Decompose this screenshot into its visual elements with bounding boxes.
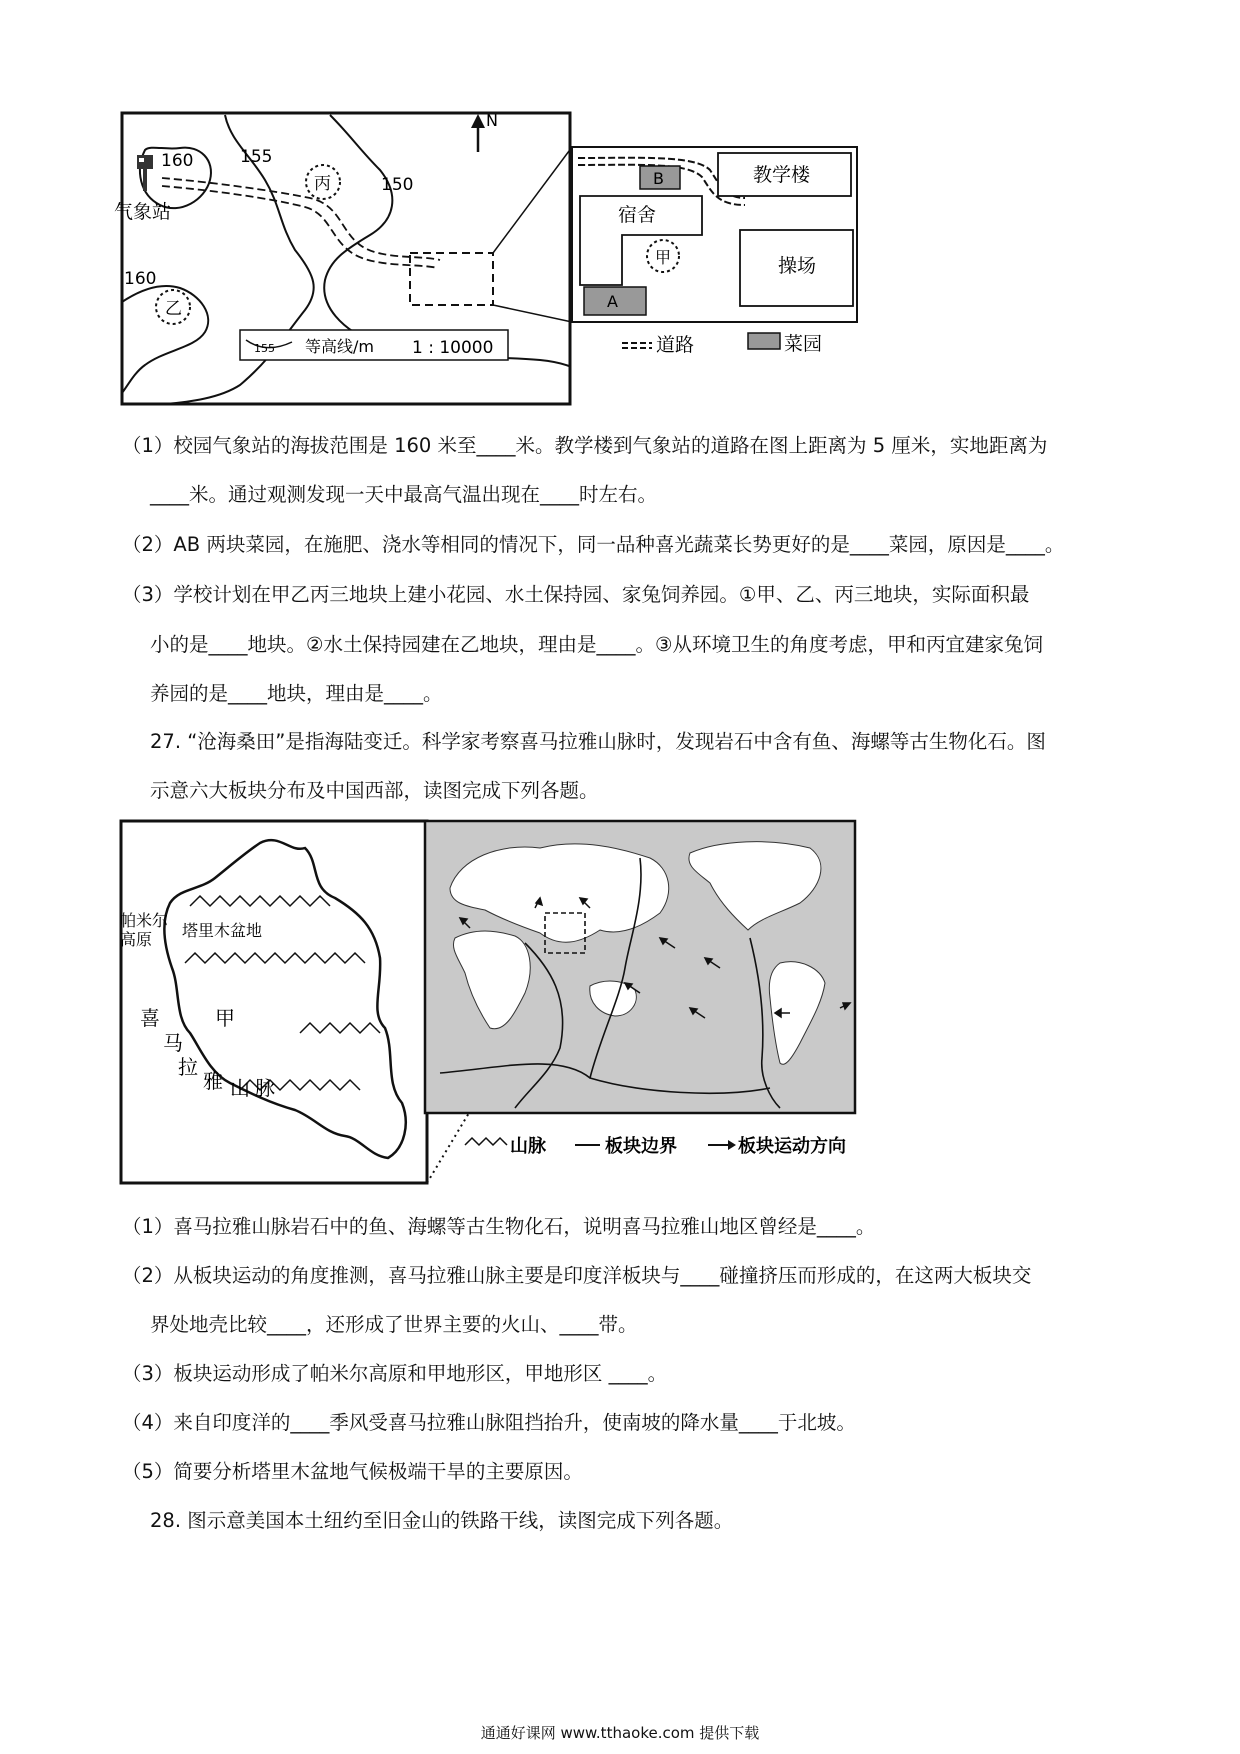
legend-contour-sample-value: 155: [254, 342, 275, 355]
tarim-label: 塔里木盆地: [182, 921, 263, 940]
legend-arrow-head-icon: [728, 1140, 736, 1150]
himalaya-char-1: 喜: [140, 1006, 160, 1030]
himalaya-char-2: 马: [163, 1031, 183, 1055]
himalaya-char-6: 脉: [255, 1076, 275, 1100]
site-jia-label: 甲: [655, 248, 672, 267]
q27-part2-line2: 界处地壳比较____，还形成了世界主要的火山、____带。: [150, 1313, 638, 1336]
pamir-label-2: 高原: [120, 930, 153, 949]
north-label: N: [486, 111, 498, 130]
q26-part3-line1: （3）学校计划在甲乙丙三地块上建小花园、水土保持园、家兔饲养园。①甲、乙、丙三地块，实际面积最: [122, 583, 1030, 606]
site-yi-label: 乙: [165, 299, 182, 319]
site-bing-label: 丙: [314, 174, 331, 194]
page-footer: 通通好课网 www.tthaoke.com 提供下载: [480, 1724, 760, 1742]
contour-label-150: 150: [381, 175, 414, 195]
map-scale: 1 : 10000: [412, 338, 494, 358]
q27-part4: （4）来自印度洋的____季风受喜马拉雅山脉阻挡抬升，使南坡的降水量____于北坡。: [122, 1411, 856, 1434]
q26-part1-line2: ____米。通过观测发现一天中最高气温出现在____时左右。: [150, 483, 658, 506]
legend-garden-swatch: [748, 333, 780, 349]
q26-part3-line3: 养园的是____地块，理由是____。: [150, 682, 443, 705]
pamir-label-1: 帕米尔: [120, 911, 169, 930]
region-jia-label: 甲: [215, 1006, 235, 1030]
dormitory-label: 宿舍: [618, 204, 657, 226]
playground-label: 操场: [778, 255, 817, 277]
q26-part3-line2: 小的是____地块。②水土保持园建在乙地块，理由是____。③从环境卫生的角度考虑，甲和丙宜建家兔饲: [150, 633, 1043, 656]
q27-part2-line1: （2）从板块运动的角度推测，喜马拉雅山脉主要是印度洋板块与____碰撞挤压而形成的，在这两大板块交: [122, 1264, 1032, 1287]
garden-a-label: A: [607, 292, 618, 311]
teaching-building-label: 教学楼: [753, 164, 811, 186]
legend-mountain-sample: [465, 1138, 507, 1145]
plates-figure: [120, 818, 970, 1188]
school-contour-figure: [114, 110, 980, 410]
q27-intro-line1: 27. “沧海桑田”是指海陆变迁。科学家考察喜马拉雅山脉时，发现岩石中含有鱼、海螺等古生物化石。图: [150, 730, 1046, 753]
legend-road-label: 道路: [656, 334, 695, 356]
himalaya-char-3: 拉: [178, 1055, 198, 1079]
q27-part3: （3）板块运动形成了帕米尔高原和甲地形区，甲地形区 ____。: [122, 1362, 668, 1385]
q28-intro: 28. 图示意美国本土纽约至旧金山的铁路干线，读图完成下列各题。: [150, 1509, 734, 1532]
q27-part1: （1）喜马拉雅山脉岩石中的鱼、海螺等古生物化石，说明喜马拉雅山地区曾经是____。: [122, 1215, 876, 1238]
q27-part5: （5）简要分析塔里木盆地气候极端干旱的主要原因。: [122, 1460, 583, 1483]
q26-part1-line1: （1）校园气象站的海拔范围是 160 米至____米。教学楼到气象站的道路在图上距离为 5 厘米，实地距离为: [122, 434, 1048, 457]
legend-contour-label: 等高线/m: [305, 337, 374, 356]
garden-b-label: B: [653, 169, 664, 188]
station-label: 气象站: [114, 201, 172, 223]
legend-direction-label: 板块运动方向: [738, 1136, 846, 1157]
legend-garden-label: 菜园: [784, 333, 823, 355]
q26-part2: （2）AB 两块菜园，在施肥、浇水等相同的情况下，同一品种喜光蔬菜长势更好的是____菜园，原因是____。: [122, 533, 1065, 556]
himalaya-char-5: 山: [230, 1076, 250, 1100]
contour-label-160-bottom: 160: [124, 269, 157, 289]
himalaya-char-4: 雅: [203, 1069, 223, 1093]
contour-label-160-top: 160: [161, 151, 194, 171]
legend-mountain-label: 山脉: [510, 1136, 546, 1157]
q27-intro-line2: 示意六大板块分布及中国西部，读图完成下列各题。: [150, 779, 599, 802]
contour-label-155: 155: [240, 147, 273, 167]
legend-boundary-label: 板块边界: [605, 1136, 677, 1157]
